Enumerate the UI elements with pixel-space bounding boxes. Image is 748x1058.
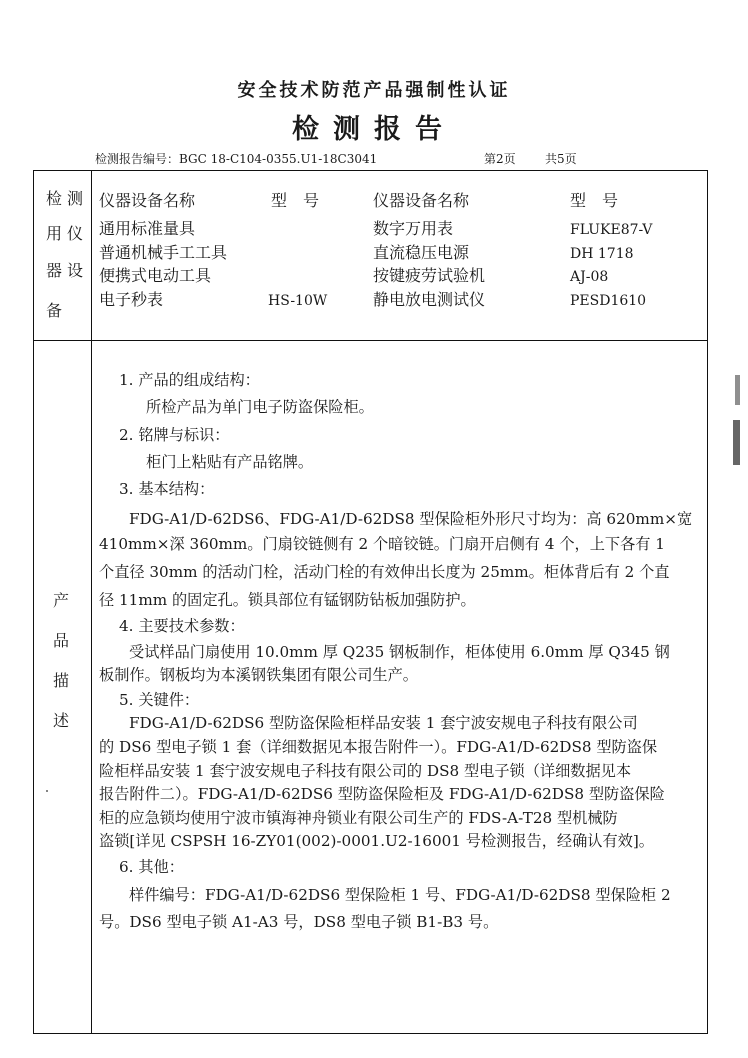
scan-artifact — [46, 790, 48, 792]
equipment-label-char: 用 — [46, 224, 63, 243]
page-total: 共5页 — [545, 152, 577, 166]
section-heading: 6. 其他： — [119, 858, 184, 876]
description-line: 样件编号：FDG-A1/D-62DS6 型保险柜 1 号、FDG-A1/D-62DS8 型保险柜 2 — [129, 886, 671, 904]
description-label-char: 品 — [53, 631, 70, 650]
equipment-model-2: DH 1718 — [570, 246, 634, 262]
equipment-model-2: FLUKE87-V — [570, 222, 653, 238]
description-line: 所检产品为单门电子防盗保险柜。 — [146, 398, 374, 416]
header-model: 型 号 — [271, 191, 320, 210]
report-title: 检测报告 — [292, 114, 456, 145]
equipment-label-char: 设 — [67, 261, 84, 280]
equipment-name-2: 按键疲劳试验机 — [373, 266, 486, 285]
description-line: 板制作。钢板均为本溪钢铁集团有限公司生产。 — [99, 666, 418, 684]
equipment-name: 通用标准量具 — [99, 219, 196, 238]
scan-artifact — [733, 420, 740, 465]
label-column-divider — [91, 170, 92, 1034]
header-model-2: 型 号 — [570, 191, 619, 210]
description-label-char: 述 — [53, 711, 70, 730]
section-heading: 4. 主要技术参数： — [119, 617, 245, 635]
equipment-name: 便携式电动工具 — [99, 266, 212, 285]
description-line: 险柜样品安装 1 套宁波安规电子科技有限公司的 DS8 型电子锁（详细数据见本 — [99, 762, 632, 780]
equipment-name: 电子秒表 — [99, 290, 164, 309]
equipment-model-2: PESD1610 — [570, 293, 647, 309]
equipment-label-char: 仪 — [67, 224, 84, 243]
equipment-name-2: 数字万用表 — [373, 219, 454, 238]
section-heading: 5. 关键件： — [119, 691, 200, 709]
equipment-name: 普通机械手工工具 — [99, 243, 228, 262]
equipment-name-2: 静电放电测试仪 — [373, 290, 486, 309]
description-line: 柜门上粘贴有产品铭牌。 — [146, 453, 314, 471]
description-line: 受试样品门扇使用 10.0mm 厚 Q235 钢板制作，柜体使用 6.0mm 厚 Q345 钢 — [129, 643, 670, 661]
equipment-label-char: 检 — [46, 189, 63, 208]
description-line: 柜的应急锁均使用宁波市镇海神舟锁业有限公司生产的 FDS-A-T28 型机械防 — [99, 809, 618, 827]
page-number: 第2页 — [484, 152, 516, 166]
section-divider — [33, 340, 708, 341]
equipment-model-2: AJ-08 — [570, 269, 609, 285]
description-line: 的 DS6 型电子锁 1 套（详细数据见本报告附件一）。FDG-A1/D-62DS8 型防盗保 — [99, 738, 658, 756]
header-equipment-name-2: 仪器设备名称 — [373, 191, 470, 210]
report-number: 检测报告编号：BGC 18-C104-0355.U1-18C3041 — [95, 152, 378, 166]
description-line: 报告附件二）。FDG-A1/D-62DS6 型防盗保险柜及 FDG-A1/D-62DS8 型防盗保险 — [99, 785, 665, 803]
description-line: 410mm×深 360mm。门扇铰链侧有 2 个暗铰链。门扇开启侧有 4 个，上下各有 1 — [99, 535, 665, 553]
description-label-char: 描 — [53, 671, 70, 690]
header-equipment-name: 仪器设备名称 — [99, 191, 196, 210]
description-line: FDG-A1/D-62DS6、FDG-A1/D-62DS8 型保险柜外形尺寸均为：高 620mm×宽 — [129, 510, 693, 528]
equipment-label-char: 备 — [46, 301, 63, 320]
equipment-label-char: 器 — [46, 261, 63, 280]
section-heading: 2. 铭牌与标识： — [119, 426, 230, 444]
equipment-model: HS-10W — [268, 293, 328, 309]
section-heading: 3. 基本结构： — [119, 480, 215, 498]
description-line: 个直径 30mm 的活动门栓，活动门栓的有效伸出长度为 25mm。柜体背后有 2 个直 — [99, 563, 670, 581]
description-line: 径 11mm 的固定孔。锁具部位有锰钢防钻板加强防护。 — [99, 591, 476, 609]
description-line: 号。DS6 型电子锁 A1-A3 号，DS8 型电子锁 B1-B3 号。 — [99, 913, 499, 931]
equipment-label-char: 测 — [67, 189, 84, 208]
certification-title: 安全技术防范产品强制性认证 — [237, 80, 511, 101]
description-label-char: 产 — [53, 591, 70, 610]
scan-artifact — [735, 375, 740, 405]
description-line: 盗锁[详见 CSPSH 16-ZY01(002)-0001.U2-16001 号检测报告，经确认有效]。 — [99, 832, 654, 850]
section-heading: 1. 产品的组成结构： — [119, 371, 260, 389]
description-line: FDG-A1/D-62DS6 型防盗保险柜样品安装 1 套宁波安规电子科技有限公司 — [129, 714, 638, 732]
equipment-name-2: 直流稳压电源 — [373, 243, 470, 262]
